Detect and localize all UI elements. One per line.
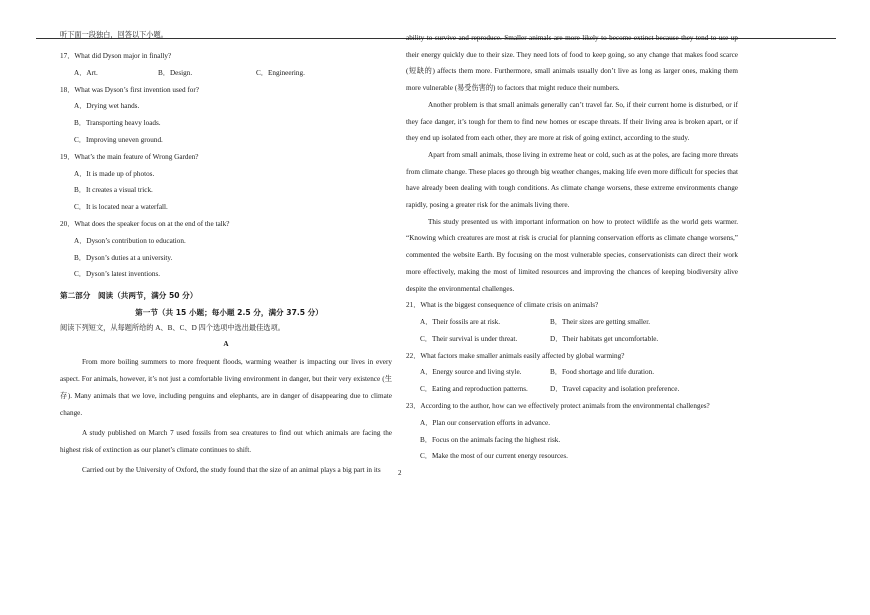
option-c[interactable]: C．Engineering. bbox=[256, 68, 305, 77]
option-b[interactable]: B．It creates a visual trick. bbox=[74, 186, 153, 195]
option-c[interactable]: C．Eating and reproduction patterns. bbox=[420, 385, 528, 394]
option-b[interactable]: B．Their sizes are getting smaller. bbox=[550, 318, 650, 327]
option-a[interactable]: A．Energy source and living style. bbox=[420, 368, 522, 377]
passage-paragraph: Another problem is that small animals generally can’t travel far. So, if their current home is disturbed, or if they face danger, it’s tough for them to find new homes or escape threats. If their living area is broken apart, or if they end up isolated from each other, they are more at risk of going extinct, according to the study. bbox=[406, 100, 738, 143]
option-a[interactable]: A．Their fossils are at risk. bbox=[420, 318, 501, 327]
question-stem: 22．What factors make smaller animals easily affected by global warming? bbox=[406, 351, 625, 360]
passage-paragraph: A study published on March 7 used fossils from sea creatures to find out which animals are facing the highest risk of extinction as our planet’s climate continues to shift. bbox=[60, 428, 392, 454]
option-c[interactable]: C．Improving uneven ground. bbox=[74, 135, 163, 144]
question-stem: 19．What’s the main feature of Wrong Garden? bbox=[60, 152, 199, 161]
option-c[interactable]: C．It is located near a waterfall. bbox=[74, 203, 168, 212]
passage-continuation: ability to survive and reproduce. Smaller animals are more likely to become extinct because they tend to use up their energy quickly due to their size. They need lots of food to keep going, so any change that makes food scarce (短缺的) affects them more. Furthermore, small animals usually don’t live as long as larger ones, making them more vulnerable (易受伤害的) to factors that might reduce their numbers. bbox=[406, 34, 738, 93]
option-a[interactable]: A．It is made up of photos. bbox=[74, 169, 155, 178]
question-stem: 17．What did Dyson major in finally? bbox=[60, 52, 172, 60]
option-b[interactable]: B．Dyson’s duties at a university. bbox=[74, 253, 173, 262]
question-stem: 21．What is the biggest consequence of climate crisis on animals? bbox=[406, 301, 599, 310]
left-column bbox=[60, 30, 392, 482]
option-a[interactable]: A．Plan our conservation efforts in advance. bbox=[420, 418, 551, 427]
passage-letter: A bbox=[223, 340, 229, 349]
option-a[interactable]: A．Dyson’s contribution to education. bbox=[74, 236, 186, 245]
option-d[interactable]: D．Travel capacity and isolation preference. bbox=[550, 385, 680, 394]
instruction: 阅读下列短文，从每题所给的 A、B、C、D 四个选项中选出最佳选项。 bbox=[60, 324, 285, 333]
option-a[interactable]: A．Art. bbox=[74, 68, 98, 77]
question-stem: 18．What was Dyson’s first invention used for? bbox=[60, 85, 199, 94]
question-22 bbox=[406, 348, 738, 398]
option-row bbox=[406, 364, 738, 381]
page-number: 2 bbox=[398, 469, 402, 477]
section-title: 第一节（共 15 小题；每小题 2.5 分，满分 37.5 分） bbox=[135, 308, 323, 318]
question-20 bbox=[60, 216, 392, 283]
option-c[interactable]: C．Make the most of our current energy resources. bbox=[420, 452, 568, 461]
option-b[interactable]: B．Focus on the animals facing the highest risk. bbox=[420, 435, 561, 444]
option-row bbox=[406, 381, 738, 398]
option-d[interactable]: D．Their habitats get uncomfortable. bbox=[550, 334, 659, 343]
question-23 bbox=[406, 398, 738, 465]
question-17 bbox=[60, 48, 392, 82]
option-a[interactable]: A．Drying wet hands. bbox=[74, 102, 140, 111]
option-b[interactable]: B．Design. bbox=[158, 68, 193, 77]
question-21 bbox=[406, 297, 738, 347]
question-19 bbox=[60, 149, 392, 216]
question-18 bbox=[60, 82, 392, 149]
option-c[interactable]: C．Dyson’s latest inventions. bbox=[74, 270, 161, 279]
passage-paragraph: Carried out by the University of Oxford, the study found that the size of an animal plays a big part in its bbox=[82, 465, 381, 474]
right-column bbox=[406, 30, 738, 465]
option-b[interactable]: B．Food shortage and life duration. bbox=[550, 368, 655, 377]
option-b[interactable]: B．Transporting heavy loads. bbox=[74, 119, 161, 128]
question-stem: 23．According to the author, how can we effectively protect animals from the environmental challenges? bbox=[406, 402, 710, 411]
part-title: 第二部分 阅读（共两节，满分 50 分） bbox=[60, 291, 198, 301]
question-stem: 20．What does the speaker focus on at the end of the talk? bbox=[60, 219, 230, 228]
option-row bbox=[406, 314, 738, 331]
option-c[interactable]: C．Their survival is under threat. bbox=[420, 334, 518, 343]
passage-paragraph: This study presented us with important information on how to protect wildlife as the world gets warmer. “Knowing which creatures are most at risk is crucial for planning conservation efforts as climate change worsens,” commented the website Earth. By focusing on the most vulnerable species, conservationists can direct their work more effectively, making the most of limited resources and improving the chances of keeping biodiversity alive despite the environmental challenges. bbox=[406, 217, 738, 293]
option-row bbox=[406, 331, 738, 348]
cut-header: 听下面一段独白，回答以下小题。 bbox=[60, 31, 168, 39]
passage-paragraph: From more boiling summers to more frequent floods, warming weather is impacting our lives in every aspect. For animals, however, it’s not just a comfortable living environment in danger, but their very existence (生存). Many animals that we love, including penguins and elephants, are in danger of disappearing due to climate change. bbox=[60, 358, 392, 417]
option-row bbox=[60, 65, 392, 82]
passage-paragraph: Apart from small animals, those living in extreme heat or cold, such as at the poles, are facing more threats from climate change. These places go through big weather changes, making life even more difficult for species that have already been dealing with tough conditions. As climate change worsens, these extreme environments change rapidly, posing a greater risk for the animals living there. bbox=[406, 150, 738, 210]
